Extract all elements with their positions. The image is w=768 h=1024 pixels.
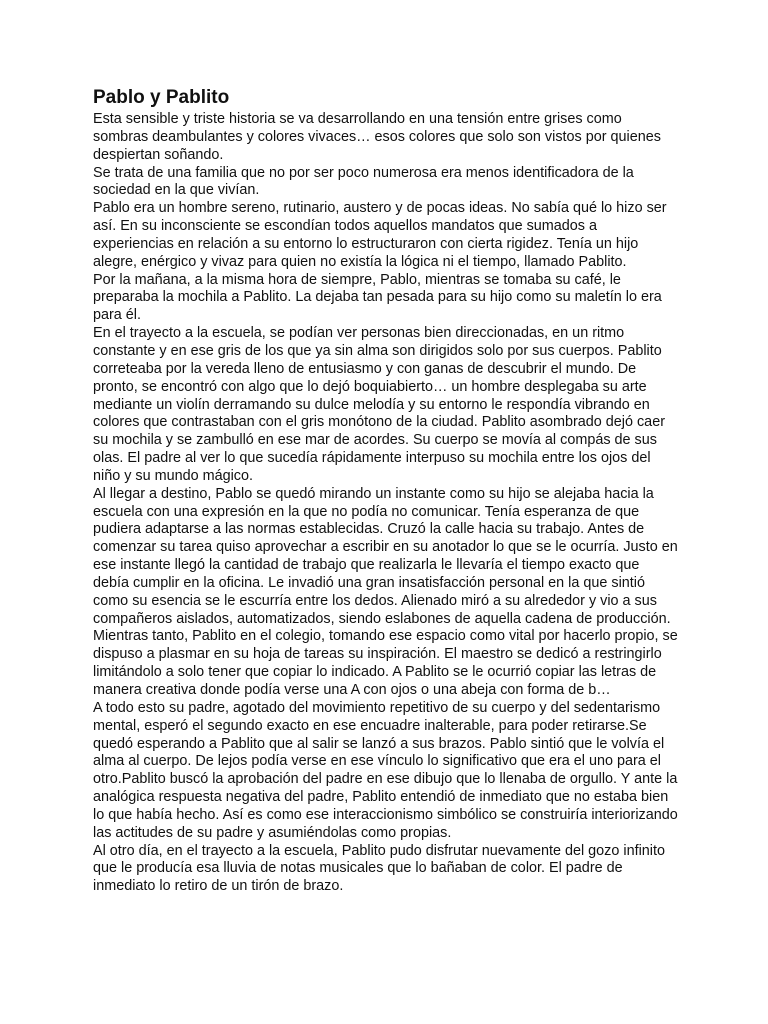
- document-page: [93, 86, 678, 896]
- paragraph: Por la mañana, a la misma hora de siempre, Pablo, mientras se tomaba su café, le preparaba la mochila a Pablito. La dejaba tan pesada para su hijo como su maletín lo era para él.: [93, 271, 662, 324]
- document-title: Pablo y Pablito: [93, 87, 230, 108]
- paragraph: Esta sensible y triste historia se va desarrollando en una tensión entre grises como sombras deambulantes y colores vivaces… esos colores que solo son vistos por quienes despiertan soñando.: [93, 111, 661, 163]
- paragraph: Mientras tanto, Pablito en el colegio, tomando ese espacio como vital por hacerlo propio, se dispuso a plasmar en su hoja de tareas su inspiración. El maestro se dedicó a restringirlo limitándolo a solo tener que copiar lo indicado. A Pablito se le ocurrió copiar las letras de manera creativa donde podía verse una A con ojos o una abeja con forma de b…: [93, 628, 678, 698]
- paragraph: Al otro día, en el trayecto a la escuela, Pablito pudo disfrutar nuevamente del gozo infinito que le producía esa lluvia de notas musicales que lo bañaban de color. El padre de inmediato lo retiro de un tirón de brazo.: [93, 842, 665, 895]
- paragraph: Pablo era un hombre sereno, rutinario, austero y de pocas ideas. No sabía qué lo hizo ser así. En su inconsciente se escondían todos aquellos mandatos que sumados a experiencias en relación a su entorno lo estructuraron con cierta rigidez. Tenía un hijo alegre, enérgico y vivaz para quien no existía la lógica ni el tiempo, llamado Pablito.: [93, 200, 667, 270]
- paragraph: A todo esto su padre, agotado del movimiento repetitivo de su cuerpo y del sedentarismo mental, esperó el segundo exacto en ese encuadre inalterable, para poder retirarse.Se quedó esperando a Pablito que al salir se lanzó a sus brazos. Pablo sintió que le volvía el alma al cuerpo. De lejos podía verse en ese vínculo lo significativo que era el uno para el otro.Pablito buscó la aprobación del padre en ese dibujo que lo llenaba de orgullo. Y ante la analógica respuesta negativa del padre, Pablito entendió de inmediato que no estaba bien lo que había hecho. Así es como ese interaccionismo simbólico se construiría interiorizando las actitudes de su padre y asumiéndolas como propias.: [93, 699, 678, 841]
- paragraph: Al llegar a destino, Pablo se quedó mirando un instante como su hijo se alejaba hacia la escuela con una expresión en la que no podía no comunicar. Tenía esperanza de que pudiera adaptarse a las normas establecidas. Cruzó la calle hacia su trabajo. Antes de comenzar su tarea quiso aprovechar a escribir en su anotador lo que se le ocurría. Justo en ese instante llegó la cantidad de trabajo que realizarla le llevaría el tiempo exacto que debía cumplir en la oficina. Le invadió una gran insatisfacción personal en la que sintió como su esencia se le escurría entre los dedos. Alienado miró a su alrededor y vio a sus compañeros aislados, automatizados, siendo eslabones de aquella cadena de producción.: [93, 485, 678, 627]
- paragraph: En el trayecto a la escuela, se podían ver personas bien direccionadas, en un ritmo constante y en ese gris de los que ya sin alma son dirigidos solo por sus cuerpos. Pablito correteaba por la vereda lleno de entusiasmo y con ganas de descubrir el mundo. De pronto, se encontró con algo que lo dejó boquiabierto… un hombre desplegaba su arte mediante un violín derramando su dulce melodía y su entorno le respondía vibrando en colores que contrastaban con el gris monótono de la ciudad. Pablito asombrado dejó caer su mochila y se zambulló en ese mar de acordes. Su cuerpo se movía al compás de sus olas. El padre al ver lo que sucedía rápidamente interpuso su mochila entre los ojos del niño y su mundo mágico.: [93, 325, 665, 484]
- paragraph: Se trata de una familia que no por ser poco numerosa era menos identificadora de la sociedad en la que vivían.: [93, 164, 634, 199]
